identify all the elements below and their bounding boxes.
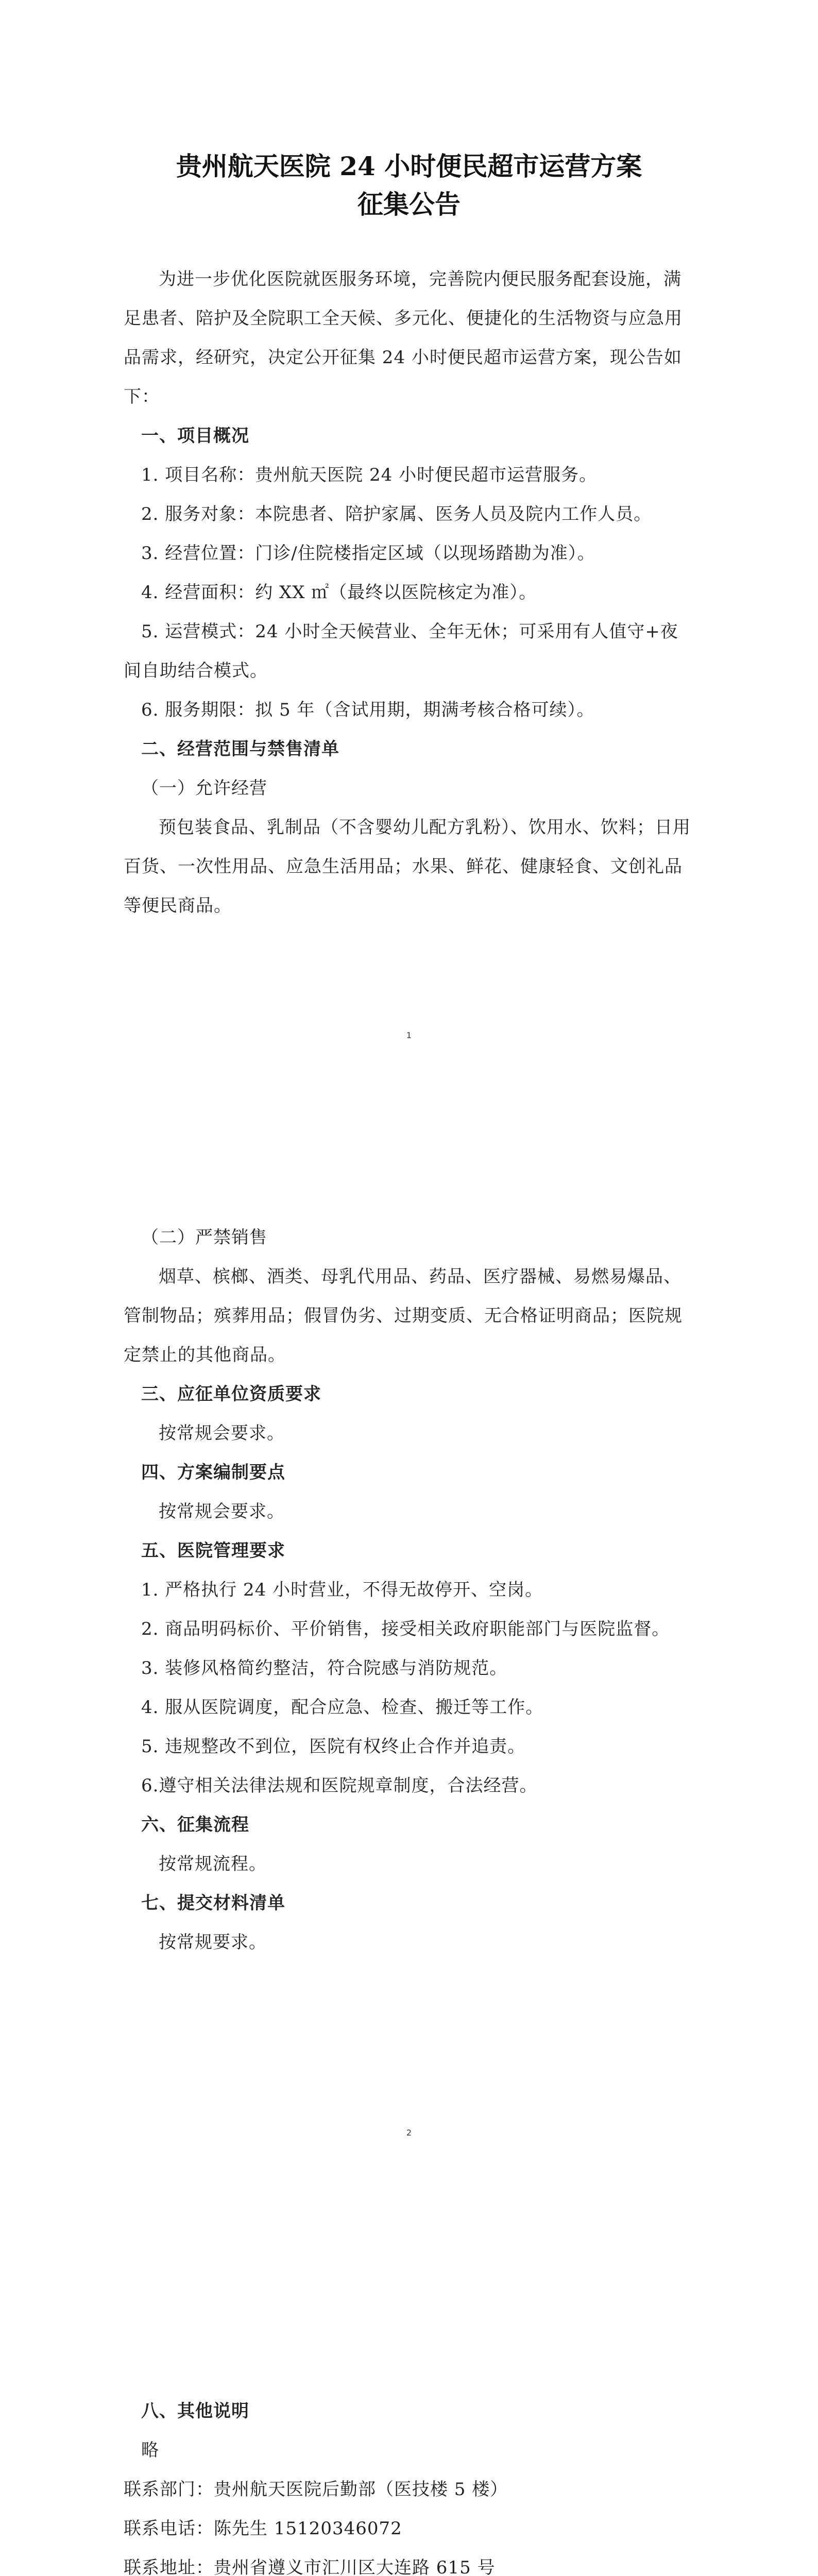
- section-5-item: 5. 违规整改不到位，医院有权终止合作并追责。: [141, 1736, 526, 1757]
- document-title-line-1: 贵州航天医院 24 小时便民超市运营方案: [176, 151, 642, 181]
- section-3-heading: 三、应征单位资质要求: [141, 1384, 321, 1404]
- section-5-item: 6.遵守相关法律法规和医院规章制度，合法经营。: [141, 1775, 538, 1796]
- section-1-item: 5. 运营模式：24 小时全天候营业、全年无休；可采用有人值守+夜间自助结合模式。: [124, 621, 678, 681]
- contact-address: 联系地址：贵州省遵义市汇川区大连路 615 号: [124, 2557, 496, 2576]
- section-7-text: 按常规要求。: [159, 1932, 267, 1953]
- section-7-heading: 七、提交材料清单: [141, 1893, 285, 1913]
- page-1-content: [124, 147, 694, 925]
- section-2-heading: 二、经营范围与禁售清单: [141, 739, 339, 759]
- page-1: [0, 0, 818, 1156]
- page-2: [0, 1156, 818, 2312]
- section-1-item: 2. 服务对象：本院患者、陪护家属、医务人员及院内工作人员。: [141, 504, 652, 524]
- section-3-text: 按常规会要求。: [159, 1423, 285, 1444]
- page-2-content: [124, 1218, 694, 1962]
- section-1-heading: 一、项目概况: [141, 426, 249, 446]
- section-1-item: 4. 经营面积：约 XX ㎡（最终以医院核定为准）。: [141, 582, 537, 603]
- page-number: 1: [406, 1030, 412, 1040]
- section-2-subheading-prohibited: （二）严禁销售: [141, 1227, 267, 1248]
- document-title-line-2: 征集公告: [357, 189, 461, 219]
- contact-phone: 联系电话：陈先生 15120346072: [124, 2518, 402, 2539]
- page-number: 2: [406, 2128, 412, 2138]
- section-2-allowed-text: 预包装食品、乳制品（不含婴幼儿配方乳粉）、饮用水、饮料；日用百货、一次性用品、应急生活用品；水果、鲜花、健康轻食、文创礼品等便民商品。: [124, 817, 691, 916]
- section-5-heading: 五、医院管理要求: [141, 1540, 285, 1561]
- section-1-item: 6. 服务期限：拟 5 年（含试用期，期满考核合格可续）。: [141, 700, 595, 720]
- page-3-content: [124, 2392, 694, 2576]
- section-5-item: 1. 严格执行 24 小时营业，不得无故停开、空岗。: [141, 1580, 543, 1600]
- section-4-heading: 四、方案编制要点: [141, 1462, 285, 1483]
- section-1-item: 1. 项目名称：贵州航天医院 24 小时便民超市运营服务。: [141, 465, 598, 485]
- section-6-heading: 六、征集流程: [141, 1815, 249, 1835]
- section-2-subheading-allowed: （一）允许经营: [141, 778, 267, 799]
- page-3: [0, 2312, 818, 2576]
- section-6-text: 按常规流程。: [159, 1854, 267, 1874]
- section-8-heading: 八、其他说明: [141, 2401, 249, 2421]
- section-5-item: 2. 商品明码标价、平价销售，接受相关政府职能部门与医院监督。: [141, 1619, 670, 1639]
- section-4-text: 按常规会要求。: [159, 1501, 285, 1522]
- section-2-prohibited-text: 烟草、槟榔、酒类、母乳代用品、药品、医疗器械、易燃易爆品、管制物品；殡葬用品；假冒伪劣、过期变质、无合格证明商品；医院规定禁止的其他商品。: [124, 1266, 683, 1365]
- contact-department: 联系部门：贵州航天医院后勤部（医技楼 5 楼）: [124, 2479, 508, 2500]
- section-5-item: 4. 服从医院调度，配合应急、检查、搬迁等工作。: [141, 1697, 544, 1718]
- section-8-text: 略: [141, 2440, 159, 2461]
- section-1-item: 3. 经营位置：门诊/住院楼指定区域（以现场踏勘为准）。: [141, 543, 595, 564]
- section-5-item: 3. 装修风格简约整洁，符合院感与消防规范。: [141, 1658, 508, 1679]
- intro-paragraph: 为进一步优化医院就医服务环境，完善院内便民服务配套设施，满足患者、陪护及全院职工全天候、多元化、便捷化的生活物资与应急用品需求，经研究，决定公开征集 24 小时便民超市运营方案，现公告如下：: [124, 269, 683, 407]
